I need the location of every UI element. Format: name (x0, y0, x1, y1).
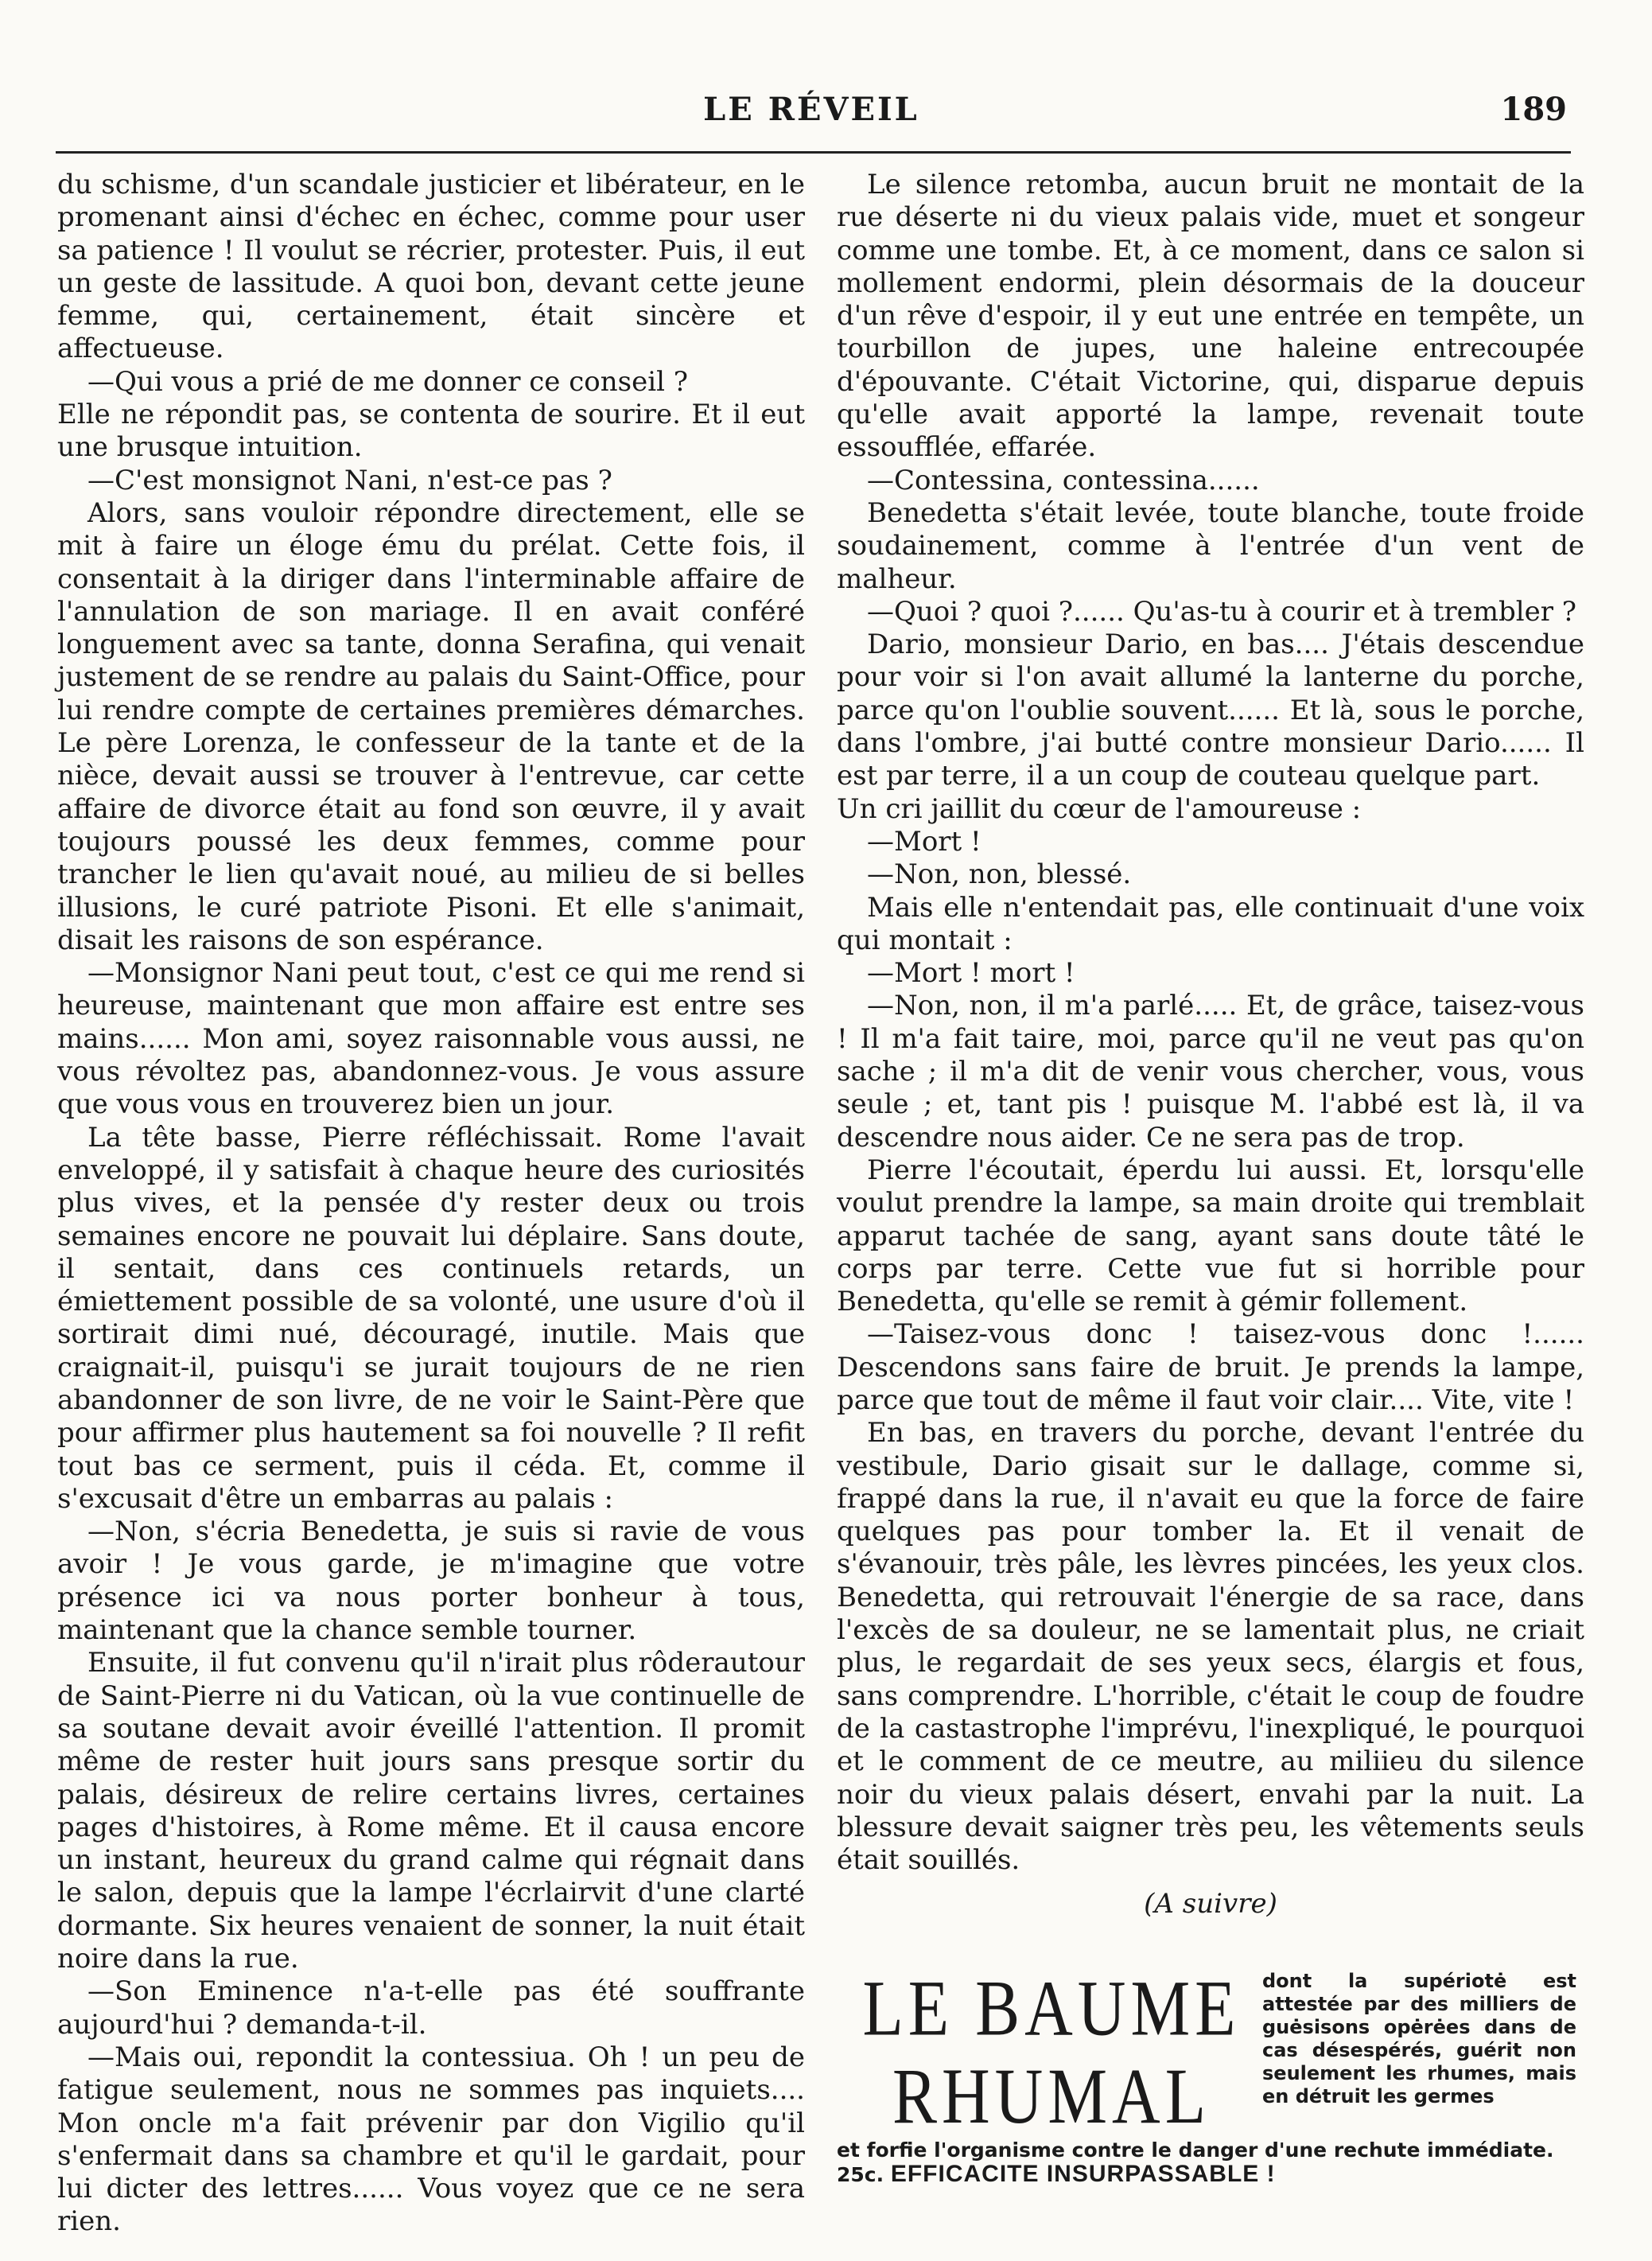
paragraph: Benedetta s'était levée, toute blanche, toute froide soudainement, comme à l'entrée d'un vent de malheur. (837, 496, 1584, 595)
ad-brand-line: LE BAUME (862, 1965, 1241, 2053)
paragraph: Mais elle n'entendait pas, elle continuait d'une voix qui montait : (837, 891, 1584, 956)
paragraph: —Son Eminence n'a-t-elle pas été souffrante aujourd'hui ? demanda-t-il. (57, 1975, 805, 2041)
paragraph: —Mort ! mort ! (867, 957, 1075, 990)
running-title: LE RÉVEIL (703, 91, 919, 128)
header-rule (56, 151, 1571, 154)
paragraph: Elle ne répondit pas, se contenta de sourire. Et il eut une brusque intuition. (57, 399, 805, 464)
ad-brand (845, 1965, 1258, 2142)
paragraph: —Taisez-vous donc ! taisez-vous donc !...... Descendons sans faire de bruit. Je prends la lampe, parce que tout de même il faut voir clair.... Vite, vite ! (837, 1318, 1584, 1416)
paragraph: —Contessina, contessina...... (867, 464, 1260, 496)
paragraph: En bas, en travers du porche, devant l'entrée du vestibule, Dario gisait sur le dallage, comme si, frappé dans la rue, il n'avait eu que la force de faire quelques pas pour tomber la. Et il venait de s'évanouir, très pâle, les lèvres pincées, les yeux clos. Benedetta, qui retrouvait l'énergie de sa race, dans l'excès de sa douleur, ne se lamentait plus, ne criait plus, le regardait de ses yeux secs, élargis et fous, sans comprendre. L'horrible, c'était le coup de foudre de la castastrophe l'imprévu, l'inexpliqué, le pourquoi et le comment de ce meutre, au miliieu du silence noir du vieux palais désert, envahi par la nuit. La blessure devait saigner très peu, les vêtements seuls était souillés. (837, 1417, 1584, 1877)
paragraph: La tête basse, Pierre réfléchissait. Rome l'avait enveloppé, il y satisfait à chaque heure des curiosités plus vives, et la pensée d'y rester deux ou trois semaines encore ne pouvait lui déplaire. Sans doute, il sentait, dans ces continuels retards, un émiettement possible de sa volonté, une usure d'où il sortirait dimi nué, découragé, inutile. Mais que craignait-il, puisqu'i se jurait toujours de ne rien abandonner de son livre, de ne voir le Saint-Père que pour affirmer plus hautement sa foi nouvelle ? Il refit tout bas ce serment, puis il céda. Et, comme il s'excusait d'être un embarras au palais : (57, 1121, 805, 1515)
paragraph: —Non, s'écria Benedetta, je suis si ravie de vous avoir ! Je vous garde, je m'imagine que votre présence ici va nous porter bonheur à tous, maintenant que la chance semble tourner. (57, 1516, 805, 1647)
to-be-continued: (A suivre) (1144, 1888, 1277, 1920)
paragraph: Ensuite, il fut convenu qu'il n'irait plus rôderautour de Saint-Pierre ni du Vatican, où la vue continuelle de sa soutane devait avoir éveillé l'attention. Il promit même de rester huit jours sans presque sortir du palais, désireux de relire certains livres, certaines pages d'histoires, à Rome même. Et il causa encore un instant, heureux du grand calme qui régnait dans le salon, depuis que la lampe l'écrlairvit d'une clarté dormante. Six heures venaient de sonner, la nuit était noire dans la rue. (57, 1647, 805, 1975)
ad-footer-text: et forfie l'organisme contre le danger d'une rechute immédiate. 25c. (837, 2138, 1554, 2186)
left-column (57, 169, 805, 2239)
ad-footer (837, 2138, 1584, 2187)
ad-slogan: EFFICACITE INSURPASSABLE ! (890, 2161, 1276, 2187)
paragraph: —Non, non, il m'a parlé..... Et, de grâce, taisez-vous ! Il m'a fait taire, moi, parce qu'il ne veut pas qu'on sache ; il m'a dit de venir vous chercher, vous, vous seule ; et, tant pis ! puisque M. l'abbé est là, il va descendre nous aider. Ce ne sera pas de trop. (837, 990, 1584, 1154)
right-column (837, 169, 1584, 1921)
paragraph: —Mort ! (867, 825, 981, 858)
paragraph: —Quoi ? quoi ?...... Qu'as-tu à courir et à trembler ? (867, 595, 1577, 628)
paragraph: —Monsignor Nani peut tout, c'est ce qui me rend si heureuse, maintenant que mon affaire est entre ses mains...... Mon ami, soyez raisonnable vous aussi, ne vous révoltez pas, abandonnez-vous. Je vous assure que vous vous en trouverez bien un jour. (57, 957, 805, 1121)
advertisement (837, 1965, 1584, 2204)
paragraph: —Mais oui, repondit la contessiua. Oh ! un peu de fatigue seulement, nous ne sommes pas inquiets.... Mon oncle m'a fait prévenir par don Vigilio qu'il s'enfermait dans sa chambre et qu'il le gardait, pour lui dicter des lettres...... Vous voyez que ce ne sera rien. (57, 2041, 805, 2238)
paragraph: —C'est monsignot Nani, n'est-ce pas ? (87, 464, 612, 496)
paragraph: Le silence retomba, aucun bruit ne montait de la rue déserte ni du vieux palais vide, muet et songeur comme une tombe. Et, à ce moment, dans ce salon si mollement endormi, plein désormais de la douceur d'un rêve d'espoir, il y eut une entrée en tempête, un tourbillon de jupes, une haleine entrecoupée d'épouvante. C'était Victorine, qui, disparue depuis qu'elle avait apporté la lampe, revenait toute essoufflée, effarée. (837, 169, 1584, 464)
paragraph: —Non, non, blessé. (867, 858, 1132, 891)
paragraph: Alors, sans vouloir répondre directement, elle se mit à faire un éloge ému du prélat. Cette fois, il consentait à la diriger dans l'interminable affaire de l'annulation de son mariage. Il en avait conféré longuement avec sa tante, donna Serafina, qui venait justement de se rendre au palais du Saint-Office, pour lui rendre compte de certaines premières démarches. Le père Lorenza, le confesseur de la tante et de la nièce, devait aussi se trouver à l'entrevue, car cette affaire de divorce était au fond son œuvre, il y avait toujours poussé les deux femmes, comme pour trancher le lien qu'avait noué, au milieu de si belles illusions, le curé patriote Pisoni. Et elle s'animait, disait les raisons de son espérance. (57, 496, 805, 956)
page-number: 189 (1500, 91, 1567, 128)
paragraph: Pierre l'écoutait, éperdu lui aussi. Et, lorsqu'elle voulut prendre la lampe, sa main droite qui tremblait apparut tachée de sang, ayant sans doute tâté le corps par terre. Cette vue fut si horrible pour Benedetta, qu'elle se remit à gémir follement. (837, 1154, 1584, 1318)
paragraph: —Qui vous a prié de me donner ce conseil ? (87, 365, 688, 398)
ad-description: dont la supériotė est attestée par des milliers de guėsisons opėrėes dans de cas désespérés, guérit non seulement les rhumes, mais en détruit les germes (1262, 1970, 1576, 2107)
page-header (56, 86, 1567, 134)
paragraph: Un cri jaillit du cœur de l'amoureuse : (837, 792, 1362, 825)
paragraph: du schisme, d'un scandale justicier et libérateur, en le promenant ainsi d'échec en échec, comme pour user sa patience ! Il voulut se récrier, protester. Puis, il eut un geste de lassitude. A quoi bon, devant cette jeune femme, qui, certainement, était sincère et affectueuse. (57, 169, 805, 365)
paragraph: Dario, monsieur Dario, en bas.... J'étais descendue pour voir si l'on avait allumé la lanterne du porche, parce qu'on l'oublie souvent...... Et là, sous le porche, dans l'ombre, j'ai butté contre monsieur Dario...... Il est par terre, il a un coup de couteau quelque part. (837, 628, 1584, 792)
ad-brand-line: RHUMAL (892, 2053, 1211, 2141)
